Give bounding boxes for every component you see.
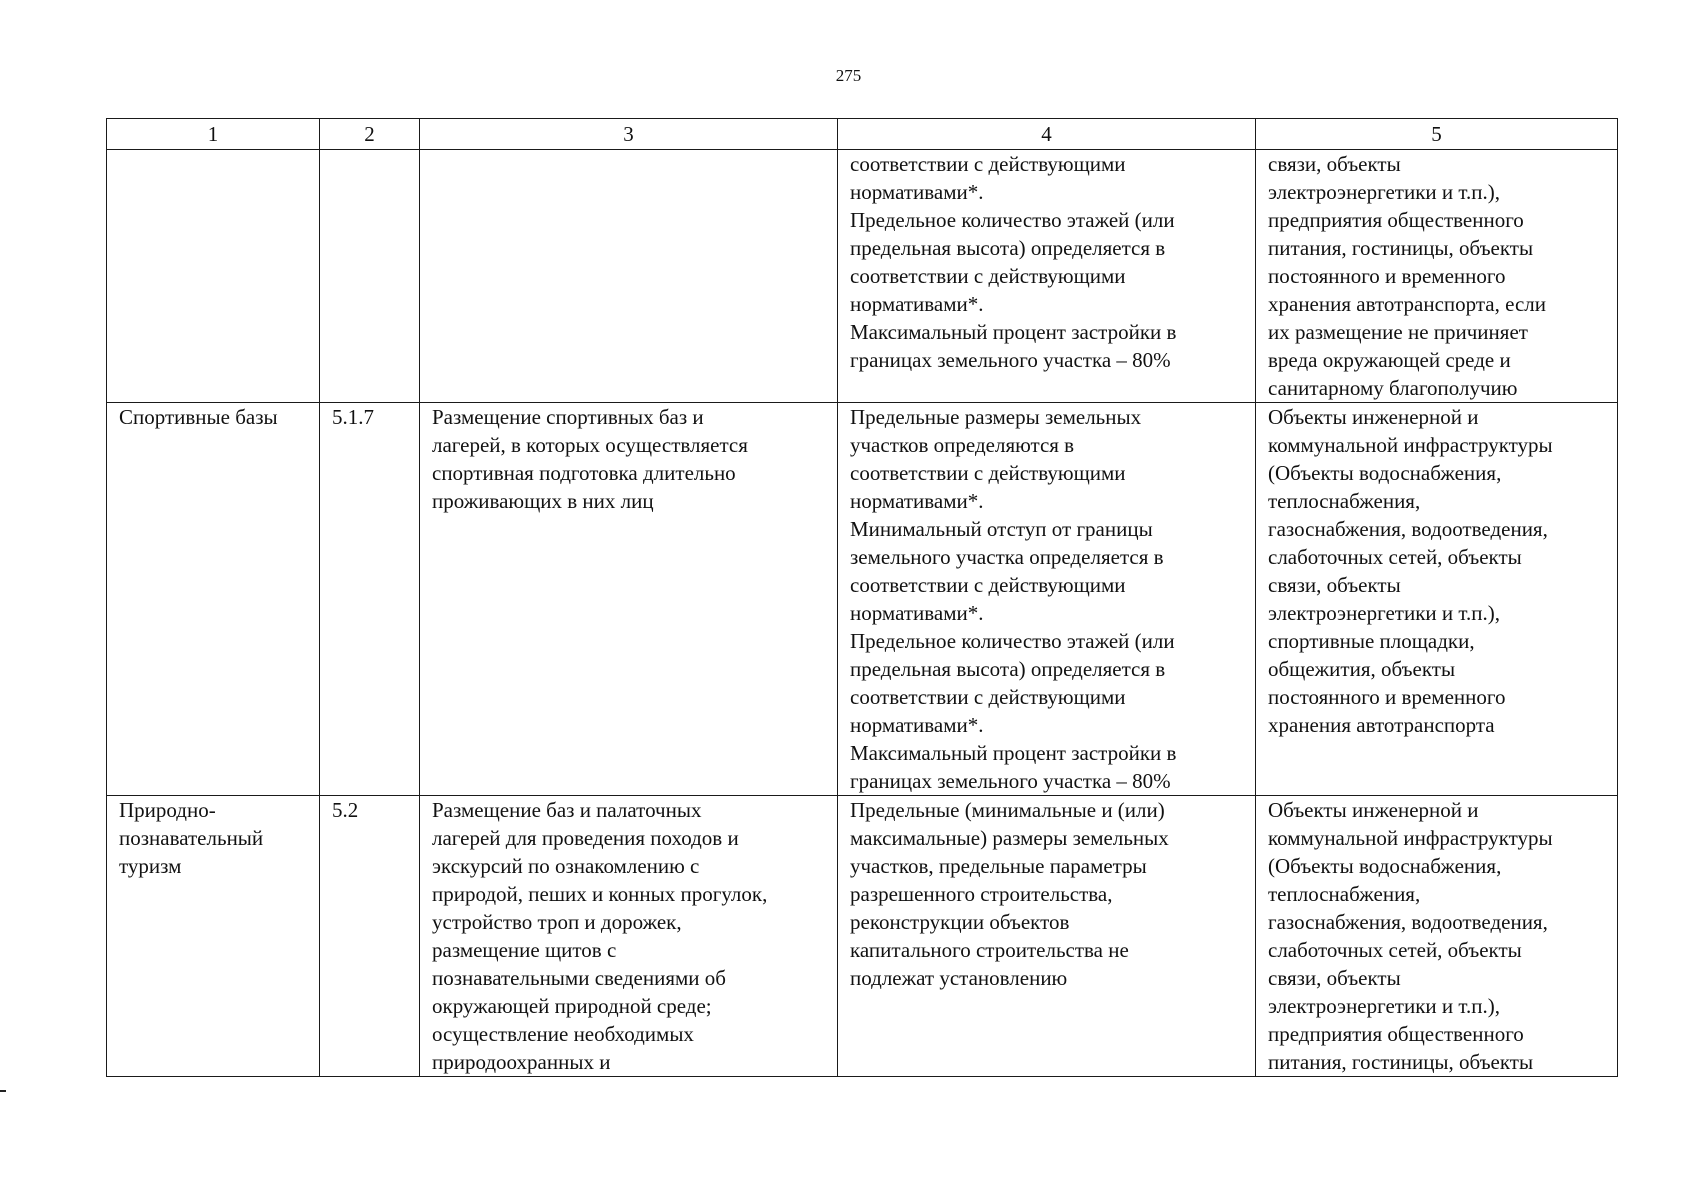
use-code-cell [320,796,420,1077]
use-parameters-cell [838,403,1256,796]
use-description-cell [420,403,838,796]
table-row [107,403,1618,796]
use-parameters: Предельные (минимальные и (или) максимальные) размеры земельных участков, предельные параметры разрешенного строительства, реконструкции объектов капитального строительства не подлежат установлению [850,798,1169,990]
use-name: Природно- познавательный туризм [119,798,264,878]
use-description-cell [420,796,838,1077]
column-header-3: 3 [420,119,838,150]
auxiliary-uses: Объекты инженерной и коммунальной инфраструктуры (Объекты водоснабжения, теплоснабжения, газоснабжения, водоотведения, слаботочных сетей, объекты связи, объекты электроэнергетики и т.п.), предприятия общественного питания, гостиницы, объекты [1268,798,1553,1074]
use-name-cell [107,403,320,796]
use-code-cell [320,150,420,403]
use-parameters: соответствии с действующими нормативами*. Предельное количество этажей (или предельная высота) определяется в соответствии с действующими нормативами*. Максимальный процент застройки в границах земельного участка – 80% [850,152,1177,372]
land-use-table [106,118,1618,1077]
column-header-2: 2 [320,119,420,150]
column-header-5: 5 [1256,119,1618,150]
use-description-cell [420,150,838,403]
column-header-1: 1 [107,119,320,150]
auxiliary-uses: связи, объекты электроэнергетики и т.п.), предприятия общественного питания, гостиницы, объекты постоянного и временного хранения автотранспорта, если их размещение не причиняет вреда окружающей среде и санитарному благополучию [1268,152,1547,400]
use-code: 5.2 [332,798,359,822]
use-code-cell [320,403,420,796]
column-header-4: 4 [838,119,1256,150]
use-description: Размещение спортивных баз и лагерей, в которых осуществляется спортивная подготовка длительно проживающих в них лиц [432,405,748,513]
auxiliary-uses: Объекты инженерной и коммунальной инфраструктуры (Объекты водоснабжения, теплоснабжения, газоснабжения, водоотведения, слаботочных сетей, объекты связи, объекты электроэнергетики и т.п.), спортивные площадки, общежития, объекты постоянного и временного хранения автотранспорта [1268,405,1553,737]
use-name-cell [107,796,320,1077]
auxiliary-uses-cell [1256,796,1618,1077]
page-number: 275 [835,66,862,85]
auxiliary-uses-cell [1256,403,1618,796]
table-row [107,796,1618,1077]
use-parameters-cell [838,150,1256,403]
table-header-row [107,119,1618,150]
table-row [107,150,1618,403]
use-name-cell [107,150,320,403]
use-name: Спортивные базы [119,405,278,429]
use-parameters-cell [838,796,1256,1077]
margin-mark [0,1090,6,1092]
use-parameters: Предельные размеры земельных участков определяются в соответствии с действующими нормативами*. Минимальный отступ от границы земельного участка определяется в соответствии с действующими нормативами*. Предельное количество этажей (или предельная высота) определяется в соответствии с действующими нормативами*. Максимальный процент застройки в границах земельного участка – 80% [850,405,1177,793]
use-code: 5.1.7 [332,405,374,429]
use-description: Размещение баз и палаточных лагерей для проведения походов и экскурсий по ознакомлению с природой, пеших и конных прогулок, устройство троп и дорожек, размещение щитов с познавательными сведениями об окружающей природной среде; осуществление необходимых природоохранных и [432,798,768,1074]
auxiliary-uses-cell [1256,150,1618,403]
